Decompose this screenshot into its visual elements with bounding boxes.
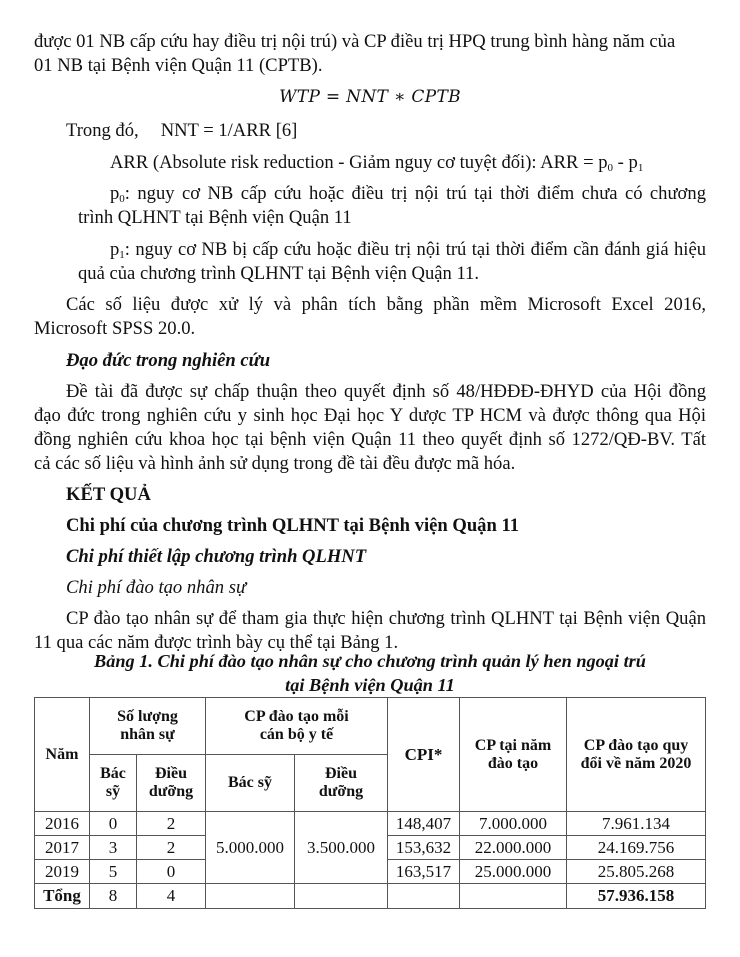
arr-text: ARR (Absolute risk reduction - Giảm nguy cơ tuyệt đối): ARR = p — [110, 152, 608, 173]
cell-cost-2020: 25.805.268 — [567, 860, 706, 884]
header-cpi: CPI* — [388, 698, 460, 812]
header-row-1 — [35, 698, 706, 755]
ethics-line2: đạo đức trong nghiên cứu y sinh học Đại học Y dược TP HCM và được thông qua Hội — [34, 405, 706, 426]
header-cost-2020: CP đào tạo quy đổi về năm 2020 — [567, 698, 706, 812]
cell-cost-year: 7.000.000 — [460, 812, 567, 836]
p0-definition-line2: trình QLHNT tại Bệnh viện Quận 11 — [78, 207, 352, 228]
text-line: : nguy cơ NB bị cấp cứu hoặc điều trị nội trú tại thời điểm cần đánh giá hiệu — [124, 239, 706, 260]
header-cost-per-staff: CP đào tạo mỗi cán bộ y tế — [206, 698, 388, 755]
table-caption-line2: tại Bệnh viện Quận 11 — [285, 675, 455, 695]
cell-year: 2017 — [35, 836, 90, 860]
subscript: 1 — [119, 249, 125, 261]
training-cost-heading: Chi phí đào tạo nhân sự — [66, 577, 247, 598]
results-heading: KẾT QUẢ — [66, 484, 151, 505]
arr-definition — [110, 151, 643, 180]
cell-doctor-cost: 5.000.000 — [206, 812, 295, 884]
cell-nurses: 2 — [137, 812, 206, 836]
cell-cost-year: 25.000.000 — [460, 860, 567, 884]
formula-wtp: WTP = NNT ∗ CPTB — [279, 87, 461, 107]
text-line: 01 NB tại Bệnh viện Quận 11 (CPTB). — [34, 55, 323, 76]
paragraph-intro — [34, 30, 706, 78]
cell-cost-2020: 7.961.134 — [567, 812, 706, 836]
header-nurse-cost: Điều dưỡng — [295, 755, 388, 812]
cell-total-doctors: 8 — [90, 884, 137, 909]
ethics-line3: đồng nghiên cứu khoa học tại bệnh viện Quận 11 theo quyết định số 1272/QĐ-BV. Tất — [34, 429, 706, 450]
p1-label: p — [110, 239, 120, 260]
cell-empty — [206, 884, 295, 909]
subscript: 1 — [637, 162, 644, 174]
arr-text: - p — [613, 152, 638, 173]
cell-cpi: 163,517 — [388, 860, 460, 884]
where-clause — [66, 119, 297, 143]
table-row — [35, 812, 706, 836]
table-total-row — [35, 884, 706, 909]
cell-doctors: 3 — [90, 836, 137, 860]
cell-nurses: 2 — [137, 836, 206, 860]
setup-cost-heading: Chi phí thiết lập chương trình QLHNT — [66, 546, 367, 567]
header-staff-count: Số lượng nhân sự — [90, 698, 206, 755]
cell-total-label: Tổng — [35, 884, 90, 909]
text-line: : nguy cơ NB cấp cứu hoặc điều trị nội trú tại thời điểm chưa có chương — [124, 183, 706, 204]
ethics-heading: Đạo đức trong nghiên cứu — [66, 350, 271, 371]
nnt-definition: NNT = 1/ARR [6] — [160, 120, 298, 141]
software-line1: Các số liệu được xử lý và phân tích bằng phần mềm Microsoft Excel 2016, — [66, 294, 706, 315]
where-label: Trong đó, — [66, 120, 139, 141]
cell-year: 2016 — [35, 812, 90, 836]
subscript: 0 — [607, 162, 614, 174]
cell-cost-year: 22.000.000 — [460, 836, 567, 860]
cell-cpi: 148,407 — [388, 812, 460, 836]
ethics-line1: Đề tài đã được sự chấp thuận theo quyết định số 48/HĐĐĐ-ĐHYD của Hội đồng — [66, 381, 706, 402]
cell-cpi: 153,632 — [388, 836, 460, 860]
header-doctor-count: Bác sỹ — [90, 755, 137, 812]
cell-doctors: 5 — [90, 860, 137, 884]
table-caption-line1: Bảng 1. Chi phí đào tạo nhân sự cho chương trình quản lý hen ngoại trú — [94, 651, 646, 671]
subscript: 0 — [119, 193, 125, 205]
training-cost-table — [34, 697, 706, 909]
cell-cost-2020: 24.169.756 — [567, 836, 706, 860]
header-nurse-count: Điều dưỡng — [137, 755, 206, 812]
p1-definition-line2: quả của chương trình QLHNT tại Bệnh viện Quận 11. — [78, 263, 479, 284]
header-cost-training-year: CP tại năm đào tạo — [460, 698, 567, 812]
training-line1: CP đào tạo nhân sự để tham gia thực hiện chương trình QLHNT tại Bệnh viện Quận — [66, 608, 706, 629]
header-year: Năm — [35, 698, 90, 812]
cell-nurse-cost: 3.500.000 — [295, 812, 388, 884]
cell-total-nurses: 4 — [137, 884, 206, 909]
cell-empty — [295, 884, 388, 909]
ethics-line4: cả các số liệu và hình ảnh sử dụng trong đề tài đều được mã hóa. — [34, 453, 516, 474]
cell-nurses: 0 — [137, 860, 206, 884]
cell-total-cost-2020: 57.936.158 — [567, 884, 706, 909]
header-doctor-cost: Bác sỹ — [206, 755, 295, 812]
training-line2: 11 qua các năm được trình bày cụ thể tại Bảng 1. — [34, 632, 399, 653]
cell-doctors: 0 — [90, 812, 137, 836]
cell-year: 2019 — [35, 860, 90, 884]
cell-empty — [460, 884, 567, 909]
cell-empty — [388, 884, 460, 909]
software-line2: Microsoft SPSS 20.0. — [34, 318, 196, 339]
text-line: được 01 NB cấp cứu hay điều trị nội trú) và CP điều trị HPQ trung bình hàng năm của — [34, 31, 676, 52]
cost-heading: Chi phí của chương trình QLHNT tại Bệnh viện Quận 11 — [66, 515, 520, 536]
p0-label: p — [110, 183, 120, 204]
